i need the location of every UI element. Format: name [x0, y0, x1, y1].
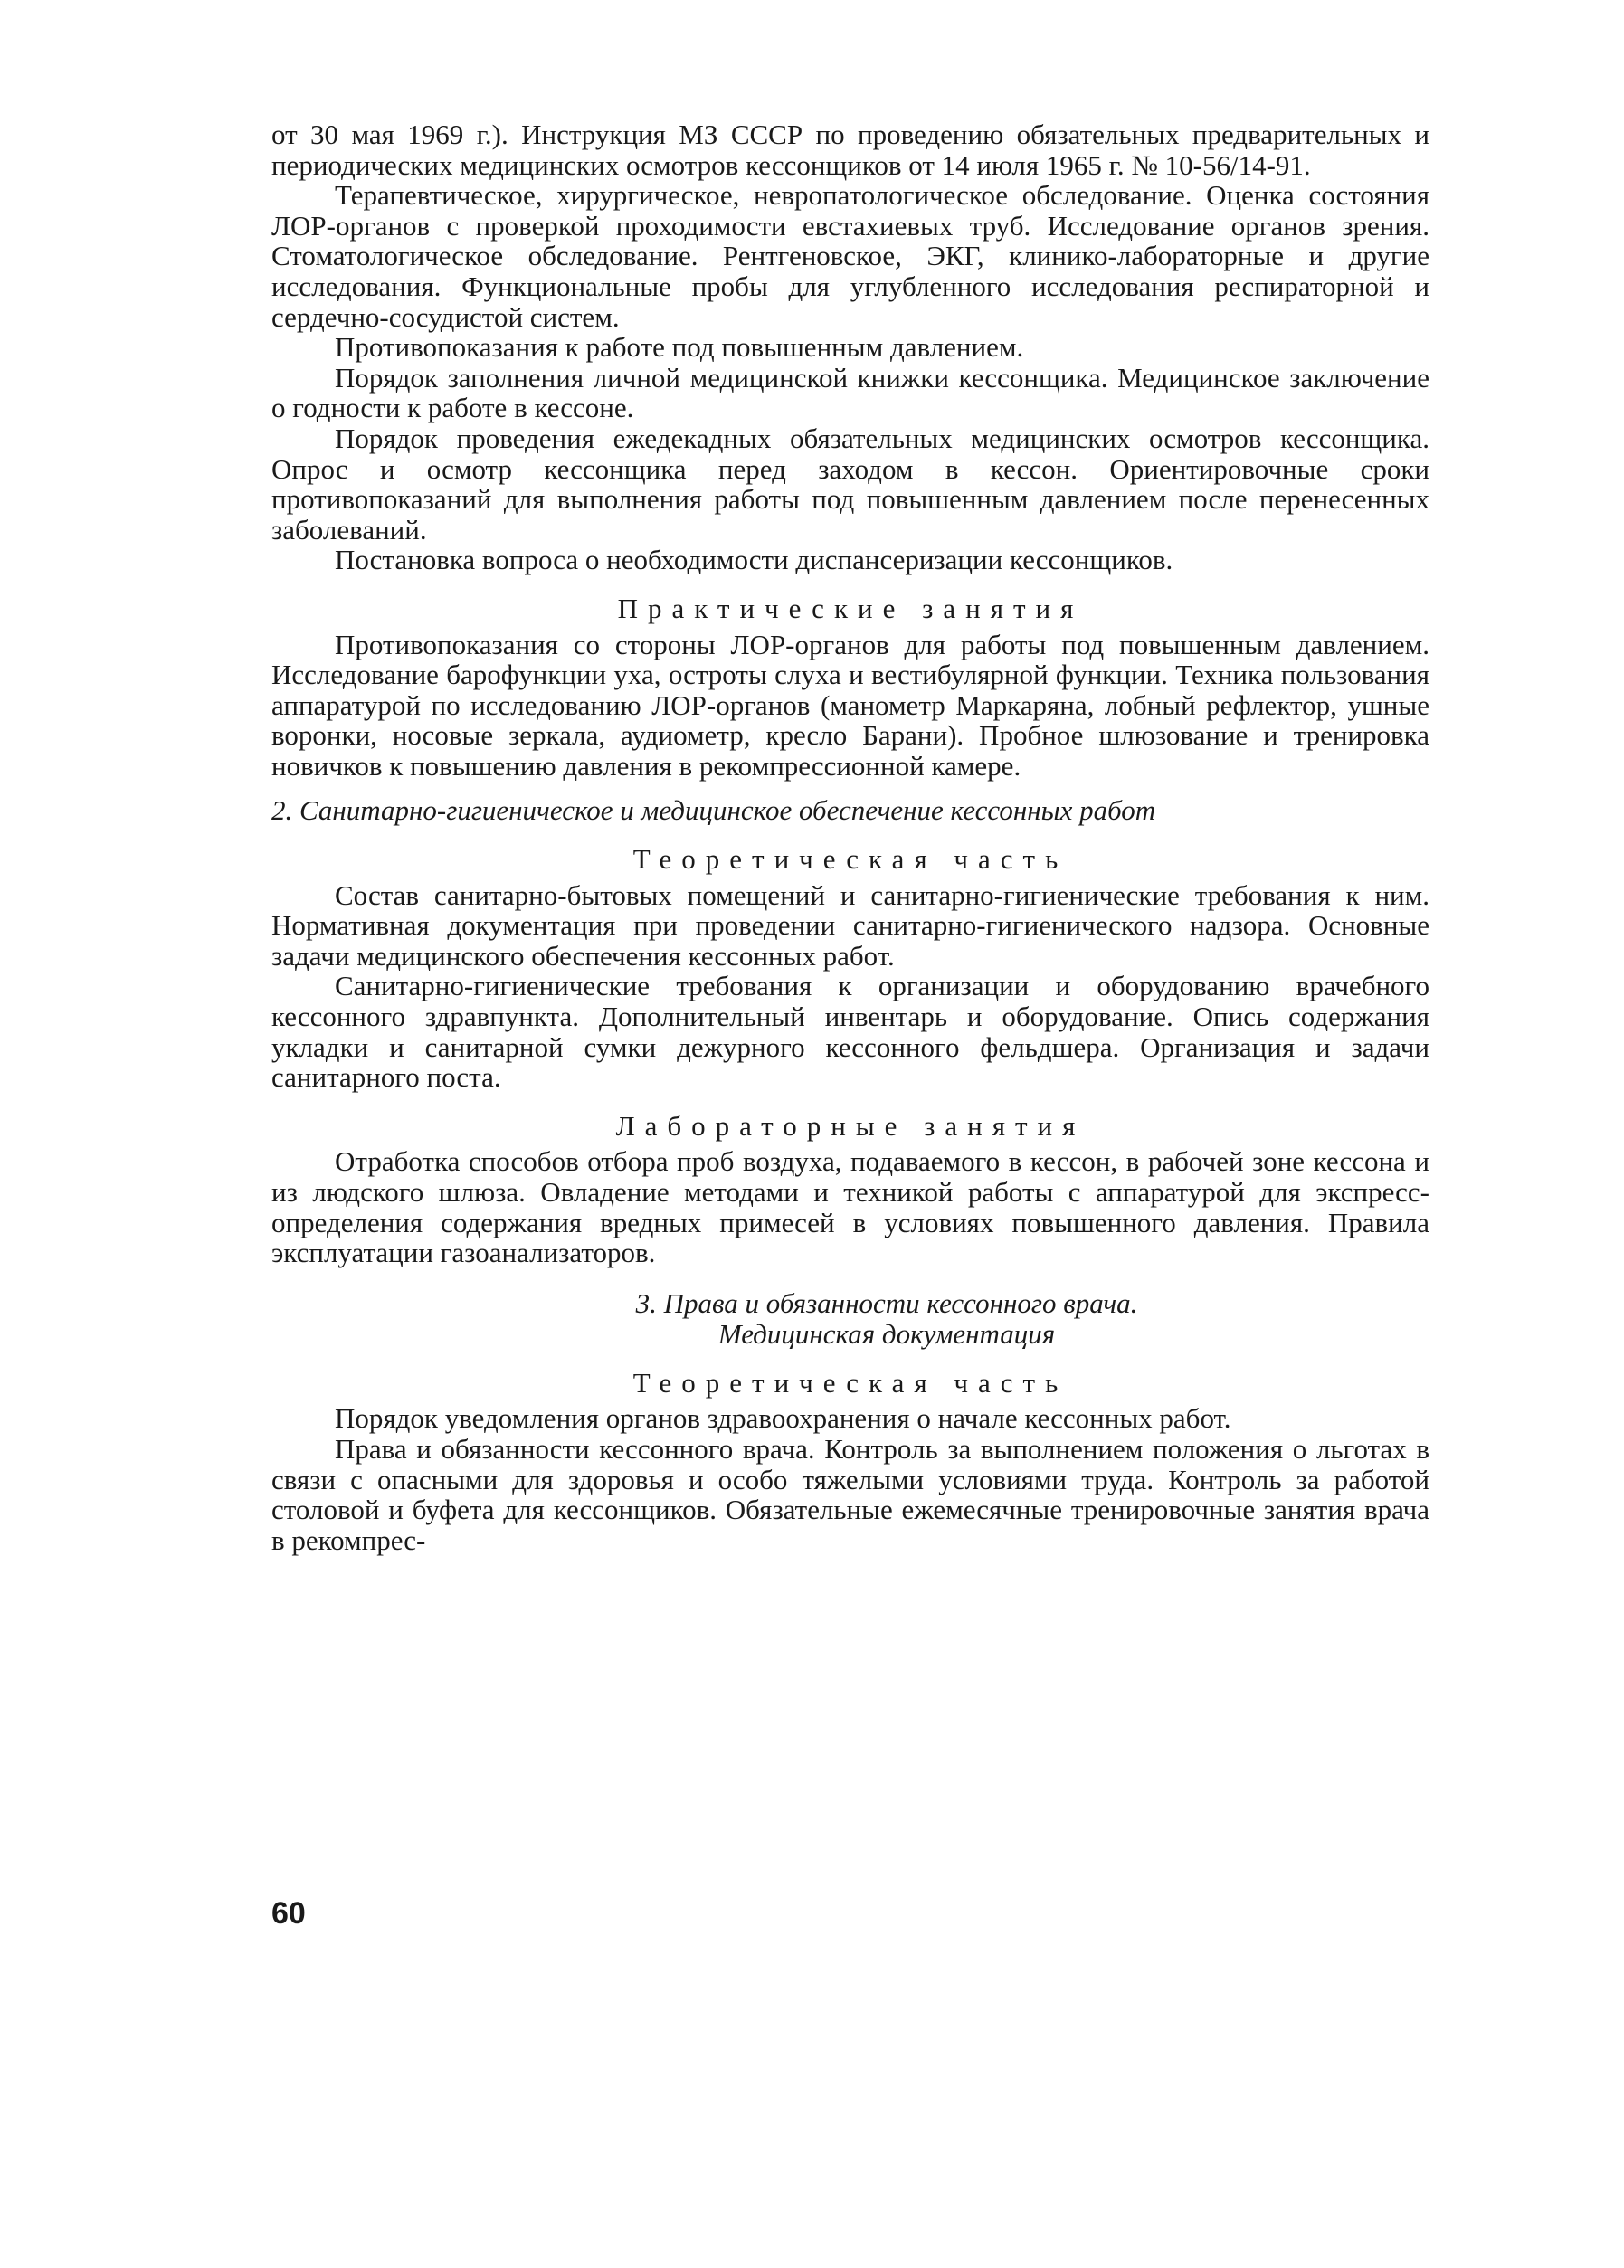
paragraph-practical: Противопоказания со стороны ЛОР-органов для работы под повышенным давлением. Исследование барофункции уха, остроты слуха и вестибулярной функции. Техника пользования аппаратурой по исследованию ЛОР-органов (манометр Маркаряна, лобный рефлектор, ушные воронки, носовые зеркала, аудиометр, кресло Барани). Пробное шлюзование и тренировка новичков к повышению давления в рекомпрессионной камере. [271, 628, 1429, 782]
paragraph-health-station: Санитарно-гигиенические требования к организации и оборудованию врачебного кессонного здравпункта. Дополнительный инвентарь и оборудование. Опись содержания укладки и санитарной сумки дежурного кессонного фельдшера. Организация и задачи санитарного поста. [271, 970, 1429, 1094]
section-3-title [344, 1288, 1429, 1350]
section-3-title-line2: Медицинская документация [717, 1317, 1056, 1350]
text-column [271, 119, 1429, 1555]
page-number: 60 [271, 1896, 306, 1931]
section-3-title-line1: 3. Права и обязанности кессонного врача. [635, 1286, 1138, 1319]
heading-theory-2: Теоретическая часть [632, 843, 1068, 876]
paragraph-lab: Отработка способов отбора проб воздуха, подаваемого в кессон, в рабочей зоне кессона и из людского шлюза. Овладение методами и техникой работы с аппаратурой для экспресс-определения содержания вредных примесей в условиях повышенного давления. Правила эксплуатации газоанализаторов. [271, 1145, 1429, 1269]
paragraph-sanitary-premises: Состав санитарно-бытовых помещений и санитарно-гигиенические требования к ним. Нормативная документация при проведении санитарно-гигиенического надзора. Основные задачи медицинского обеспечения кессонных работ. [271, 878, 1429, 972]
paragraph-medical-book: Порядок заполнения личной медицинской книжки кессонщика. Медицинское заключение о годности к работе в кессоне. [271, 361, 1429, 424]
paragraph-examinations: Терапевтическое, хирургическое, невропатологическое обследование. Оценка состояния ЛОР-органов с проверкой проходимости евстахиевых труб. Исследование органов зрения. Стоматологическое обследование. Рентгеновское, ЭКГ, клинико-лабораторные и другие исследования. Функциональные пробы для углубленного исследования респираторной и сердечно-сосудистой систем. [271, 179, 1429, 333]
heading-practical: Практические занятия [617, 592, 1084, 624]
paragraph-contraindications: Противопоказания к работе под повышенным давлением. [335, 331, 1024, 364]
paragraph-continuation: от 30 мая 1969 г.). Инструкция МЗ СССР по проведению обязательных предварительных и периодических медицинских осмотров кессонщиков от 14 июля 1965 г. № 10-56/14-91. [271, 119, 1429, 181]
paragraph-dispensary: Постановка вопроса о необходимости диспансеризации кессонщиков. [335, 544, 1173, 576]
paragraph-decadal-exams: Порядок проведения ежедекадных обязательных медицинских осмотров кессонщика. Опрос и осмотр кессонщика перед заходом в кессон. Ориентировочные сроки противопоказаний для выполнения работы под повышенным давлением после перенесенных заболеваний. [271, 422, 1429, 546]
heading-theory-3: Теоретическая часть [632, 1366, 1068, 1399]
paragraph-doctor-duties: Права и обязанности кессонного врача. Контроль за выполнением положения о льготах в связи с опасными для здоровья и особо тяжелыми условиями труда. Контроль за работой столовой и буфета для кессонщиков. Обязательные ежемесячные тренировочные занятия врача в рекомпрес- [271, 1432, 1429, 1556]
section-2-title: 2. Санитарно-гигиеническое и медицинское обеспечение кессонных работ [271, 794, 1156, 827]
paragraph-notification: Порядок уведомления органов здравоохранения о начале кессонных работ. [335, 1402, 1231, 1435]
heading-lab: Лабораторные занятия [615, 1109, 1086, 1142]
